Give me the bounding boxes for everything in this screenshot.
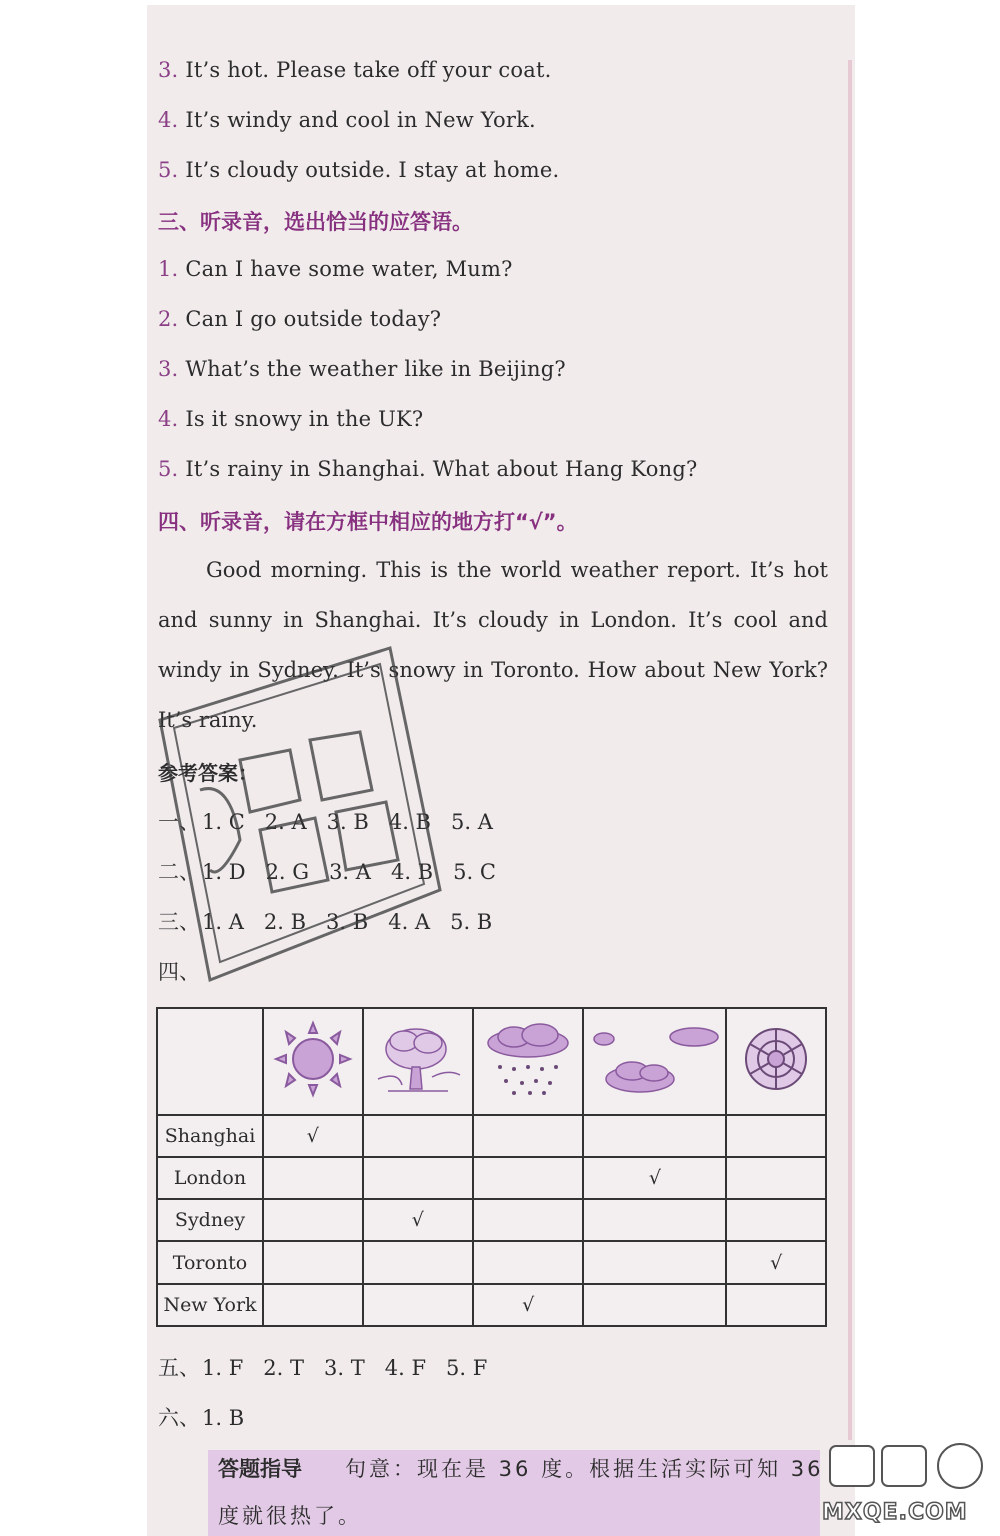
check-cell: √ — [726, 1241, 826, 1283]
check-cell: √ — [583, 1157, 726, 1199]
check-cell — [583, 1284, 726, 1326]
section-heading-4: 四、听录音，请在方框中相应的地方打“√”。 — [158, 510, 578, 534]
answers-title: 参考答案： — [158, 761, 258, 785]
check-cell — [363, 1241, 473, 1283]
check-cell — [263, 1241, 363, 1283]
check-cell: √ — [263, 1115, 363, 1157]
clouds-icon — [583, 1008, 726, 1115]
answer-row-1: 一、1. C 2. A 3. B 4. B 5. A — [158, 810, 493, 834]
stamp-graphic — [140, 640, 450, 1010]
table-row — [157, 1115, 826, 1157]
table-corner-cell — [157, 1008, 263, 1115]
table-row — [157, 1241, 826, 1283]
check-cell — [473, 1157, 583, 1199]
table-row — [157, 1284, 826, 1326]
check-cell — [583, 1199, 726, 1241]
list-item: 5. It’s rainy in Shanghai. What about Hang Kong? — [158, 457, 698, 481]
table-row — [157, 1199, 826, 1241]
watermark-text: MXQE.COM — [822, 1500, 968, 1525]
check-cell — [263, 1157, 363, 1199]
answer-row-2: 二、1. D 2. G 3. A 4. B 5. C — [158, 860, 496, 884]
section-heading-3: 三、听录音，选出恰当的应答语。 — [158, 210, 473, 234]
answer-guide-text-line2: 度就很热了。 — [218, 1504, 362, 1528]
city-cell: London — [157, 1157, 263, 1199]
check-cell — [583, 1241, 726, 1283]
answer-guide-text-line1: 句意：现在是 36 度。根据生活实际可知 36 — [345, 1457, 824, 1481]
check-cell — [263, 1284, 363, 1326]
city-cell: Sydney — [157, 1199, 263, 1241]
check-cell — [726, 1284, 826, 1326]
list-item: 5. It’s cloudy outside. I stay at home. — [158, 158, 560, 182]
page-edge — [848, 60, 852, 1440]
check-cell — [583, 1115, 726, 1157]
check-cell — [726, 1115, 826, 1157]
check-cell — [363, 1115, 473, 1157]
check-cell — [726, 1199, 826, 1241]
table-header-row — [157, 1008, 826, 1115]
city-cell: Shanghai — [157, 1115, 263, 1157]
check-cell — [473, 1115, 583, 1157]
sun-icon — [263, 1008, 363, 1115]
check-cell: √ — [363, 1199, 473, 1241]
check-cell — [363, 1284, 473, 1326]
snowflake-icon — [726, 1008, 826, 1115]
weather-report-paragraph: Good morning. This is the world weather report. It’s hot and sunny in Shanghai. It’s cloudy in London. It’s cool and windy in Sydney. It’s snowy in Toronto. How about New York? It’s rainy. — [158, 558, 828, 732]
answer-row-6: 六、1. B — [158, 1406, 245, 1430]
check-cell — [473, 1199, 583, 1241]
city-cell: New York — [157, 1284, 263, 1326]
answer-row-4-label: 四、 — [158, 960, 200, 984]
table-row — [157, 1157, 826, 1199]
windy-tree-icon — [363, 1008, 473, 1115]
check-cell — [363, 1157, 473, 1199]
city-cell: Toronto — [157, 1241, 263, 1283]
weather-table — [156, 1007, 827, 1327]
check-cell — [473, 1241, 583, 1283]
rain-cloud-icon — [473, 1008, 583, 1115]
answer-row-3: 三、1. A 2. B 3. B 4. A 5. B — [158, 910, 493, 934]
answer-guide-title: 答题指导 — [218, 1457, 302, 1481]
check-cell — [263, 1199, 363, 1241]
check-cell — [726, 1157, 826, 1199]
list-item: 3. What’s the weather like in Beijing? — [158, 357, 566, 381]
list-item: 4. It’s windy and cool in New York. — [158, 108, 536, 132]
list-item: 3. It’s hot. Please take off your coat. — [158, 58, 552, 82]
list-item: 2. Can I go outside today? — [158, 307, 442, 331]
list-item: 1. Can I have some water, Mum? — [158, 257, 513, 281]
answer-row-5: 五、1. F 2. T 3. T 4. F 5. F — [158, 1356, 488, 1380]
list-item: 4. Is it snowy in the UK? — [158, 407, 424, 431]
check-cell: √ — [473, 1284, 583, 1326]
